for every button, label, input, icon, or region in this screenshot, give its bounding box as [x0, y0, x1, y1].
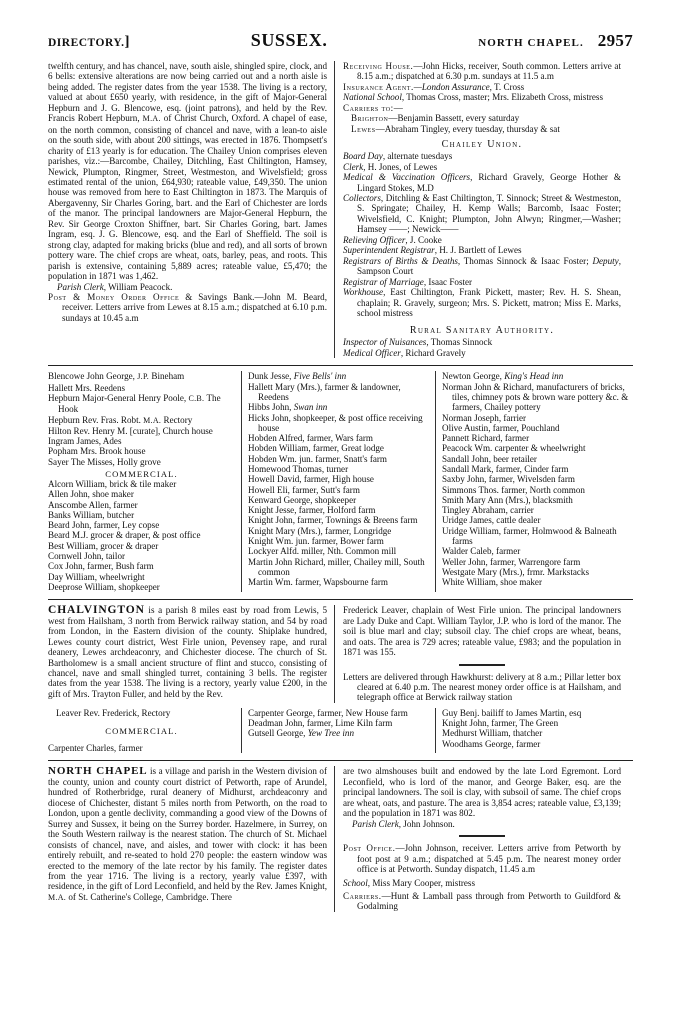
- chalvington-body: [48, 605, 633, 703]
- officer-value: , alternate tuesdays: [382, 151, 453, 162]
- chalvington-directory-lists: [48, 708, 633, 754]
- chailey-desc-part2: of Christ Church, Oxford. A chapel of ease, on the north common, consisting of chancel and nave, with a lean-to aisle on the south side, with about 200 sittings, was erected in 1876. Thompsett's charity of £13 yearly is for education. The Chailey Union comprises eleven parishes, viz.:—Barcombe, Chailey, Ditchling, East Chiltington, Hamsey, Newick, Plumpton, Ringmer, Street, Westmeston, and Wivelsfield; gross estimated rental of the union, £64,930; rateable value, £49,350. The union house was removed from here to East Chiltington in 1873. The Marquis of Abergavenny, Sir Charles Goring, bart. and the Earl of Chichester are lords of the manor. The principal landowners are Major-General Hepburn, the Rev. Sir George Croxton Shiffner, bart. Sir Charles Goring, bart. James Ingram, esq. J. G. Blencowe, esq. and the Earl of Sheffield. The soil is strong clay, adapted for making bricks (blue and red), and all sorts of brown pottery ware. The chief crops are wheat, oats, barley, peas, and roots. This parish is extensive, containing 5,889 acres; rateable value, £5,470; the population in 1871 was 1,462.: [48, 113, 327, 282]
- sanitary-medical-officer: [343, 348, 621, 358]
- chalvington-list-column-1: [48, 708, 241, 754]
- list-item: Knight John, farmer, Townings & Breens farm: [248, 515, 418, 526]
- north-chapel-left-column: [48, 766, 334, 903]
- list-item: Knight Jesse, farmer, Holford farm: [248, 505, 376, 516]
- page-number: 2957: [597, 31, 633, 50]
- list-item: Popham Mrs. Brook house: [48, 446, 146, 457]
- officer-value: , J. Cooke: [405, 234, 442, 245]
- parish-clerk-value: , John Johnson.: [398, 818, 455, 829]
- list-item: Guy Benj. bailiff to James Martin, esq: [442, 707, 582, 718]
- officer-label: Workhouse: [343, 287, 384, 298]
- list-item: Hobden Wm. jun. farmer, Snatt's farm: [248, 453, 387, 464]
- carriers-heading: [343, 103, 621, 113]
- chalvington-description-cont: Frederick Leaver, chaplain of West Firle union. The principal landowners are Lady Duke and Capt. William Taylor, J.P. who is lord of the manor. The soil is blue marl and clay; subsoil clay. The chief crops are wheat, beans, and oats. The area is 729 acres; rateable value, £983; and the population in 1871 was 155.: [343, 605, 621, 658]
- chailey-list-column-2: [242, 371, 435, 587]
- list-item: Hilton Rev. Henry M. [curate], Church house: [48, 425, 213, 436]
- sanitary-inspector: [343, 337, 621, 347]
- list-item: Peacock Wm. carpenter & wheelwright: [442, 443, 586, 454]
- officer-value: , H. J. Bartlett of Lewes: [434, 245, 522, 256]
- list-item: Sayer The Misses, Holly grove: [48, 456, 161, 467]
- list-item: Banks William, butcher: [48, 509, 135, 520]
- list-item: Dunk Jesse, Five Bells' inn: [248, 371, 347, 382]
- list-item: Smith Mary Ann (Mrs.), blacksmith: [442, 494, 573, 505]
- chalvington-place-name: CHALVINGTON: [48, 604, 145, 617]
- officer-value: , Ditchling & East Chiltington, T. Sinnock; Street & Westmeston, S. Springate; Chailey, H. Kemp Walls; Barcomb, Isaac Foster; Wivelsfield, C. Knight; Plumpton, John Alwyn; Ringmer,—Washer; Hamsey ——; Newick——: [357, 192, 621, 235]
- union-officer-medical: [343, 172, 621, 193]
- list-item: Lockyer Alfd. miller, Nth. Common mill: [248, 546, 397, 557]
- officer-value: , Richard Gravely, George Hother & Lingard Stokes, M.D: [357, 172, 621, 193]
- list-item: White William, shoe maker: [442, 577, 542, 588]
- running-head-county: SUSSEX.: [250, 30, 328, 50]
- officer-label: Inspector of Nuisances: [343, 337, 427, 348]
- running-head-left-text: DIRECTORY.: [48, 37, 125, 49]
- section-divider: [48, 365, 633, 366]
- chailey-desc-part1: twelfth century, and has chancel, nave, south aisle, shingled spire, clock, and 6 bells: extensive alterations are now being carried out and a north aisle is being added. The register dates from the year 1538. The living is a rectory, valued at about £650 yearly, with residence, in the gift of Major-General Hepburn and J. G. Blencowe, esq. (joint patrons), and held by the Rev. Francis Robert Hepburn,: [48, 61, 327, 124]
- list-item: Hallett Mary (Mrs.), farmer & landowner, Reedens: [248, 381, 401, 402]
- list-item: Sandall John, beer retailer: [442, 453, 537, 464]
- union-officer-superintendent: [343, 245, 621, 255]
- chailey-list-column-3: [436, 371, 629, 587]
- receiving-house-value: —John Hicks, receiver, South common. Letters arrive at 8.15 a.m.; dispatched at 6.30 p.m. sundays at 11.5 a.m: [357, 61, 621, 82]
- carriers-label: Carriers.: [343, 891, 382, 902]
- minor-divider: [459, 835, 505, 837]
- list-item: Cornwell John, tailor: [48, 551, 126, 562]
- north-chapel-parish-clerk: [343, 819, 621, 829]
- post-office-label: Post Office.: [343, 843, 396, 854]
- deputy-value: , Sampson Court: [357, 255, 621, 277]
- list-item: Best William, grocer & draper: [48, 540, 159, 551]
- list-item: Sandall Mark, farmer, Cinder farm: [442, 464, 569, 474]
- insurance-agent-label: Insurance Agent.: [343, 81, 414, 92]
- national-school: [343, 92, 621, 102]
- list-item: Kenward George, shopkeeper: [248, 494, 357, 505]
- chalvington-left-column: [48, 605, 334, 699]
- chailey-desc-ma: M.A.: [142, 114, 161, 124]
- carrier-place: Lewes: [351, 123, 376, 134]
- list-item: Hobden Alfred, farmer, Wars farm: [248, 433, 373, 444]
- officer-label: Collectors: [343, 192, 381, 203]
- officer-label: Medical & Vaccination Officers: [343, 172, 471, 183]
- list-item: Beard M.J. grocer & draper, & post office: [48, 530, 201, 541]
- officer-label: Relieving Officer: [343, 234, 406, 245]
- chailey-parish-clerk: [48, 282, 327, 292]
- list-item: Hibbs John, Swan inn: [248, 402, 328, 413]
- north-chapel-description: [48, 766, 327, 903]
- list-item: Cox John, farmer, Bush farm: [48, 561, 154, 572]
- national-school-value: , Thomas Cross, master; Mrs. Elizabeth Cross, mistress: [401, 92, 604, 103]
- north-chapel-desc-cont: of St. Catherine's College, Cambridge. There: [66, 891, 232, 902]
- post-office-label: Post & Money Order Office: [48, 291, 180, 302]
- carrier-detail: —Abraham Tingley, every tuesday, thursday & sat: [375, 123, 560, 134]
- list-item: Walder Caleb, farmer: [442, 546, 521, 557]
- running-head-right: [478, 31, 633, 51]
- union-officer-relieving: [343, 235, 621, 245]
- section-divider: [48, 760, 633, 761]
- officer-value: , Thomas Sinnock & Isaac Foster;: [457, 255, 593, 266]
- officer-value: , H. Jones, of Lewes: [363, 161, 438, 172]
- list-item: Gutsell George, Yew Tree inn: [248, 728, 355, 739]
- commercial-subheading: COMMERCIAL.: [105, 469, 178, 479]
- list-item: Alcorn William, brick & tile maker: [48, 479, 177, 489]
- list-item: Leaver Rev. Frederick, Rectory: [56, 707, 171, 718]
- carriers-label: Carriers to:—: [343, 102, 404, 113]
- list-item: Day William, wheelwright: [48, 571, 145, 582]
- list-item: Hicks John, shopkeeper, & post office receiving house: [248, 412, 423, 433]
- union-officer-collectors: [343, 193, 621, 235]
- running-head: [48, 30, 633, 52]
- north-chapel-desc-text: is a village and parish in the Western division of the county, union and county court district of Petworth, rape of Arundel, hundred of Rotherbridge, rural deanery of Midhurst, archdeaconry and diocese of Chichester, distant 5 miles north from Petworth, on the road to London, upon a gentle declivity, commanding a good view of the Downs of Surrey and Sussex, it being on the Surrey border. Hazelmere, in Surrey, on the South Western railway is the nearest station. The church of St. Michael consists of chancel, nave, and aisles, and tower with clock: it has been entirely rebuilt, and re-seated to hold 270 people: the eastern window was erected to the memory of the late rector by his family. The register dates from the year 1716. The living is a rectory, yearly value £397, with residence, in the gift of Lord Leconfield, and held by the Rev. James Knight,: [48, 766, 327, 892]
- school-label: School: [343, 877, 368, 888]
- officer-label: Registrar of Marriage: [343, 276, 424, 287]
- list-item: Westgate Mary (Mrs.), frmr. Markstacks: [442, 566, 589, 577]
- list-item: Deeprose William, shopkeeper: [48, 581, 160, 592]
- list-item: Ingram James, Ades: [48, 436, 122, 447]
- chailey-list-column-1: [48, 371, 241, 592]
- post-office-value: —John Johnson, receiver. Letters arrive from Petworth by foot post at 9 a.m.; dispatched at 5.45 p.m. The nearest money order office is at Petworth. Sunday dispatch, 11.45 a.m: [357, 843, 621, 875]
- chailey-directory-lists: [48, 371, 633, 592]
- deputy-label: Deputy: [592, 255, 619, 266]
- chalvington-description: [48, 605, 327, 699]
- officer-value: , Isaac Foster: [423, 276, 473, 287]
- north-chapel-place-name: NORTH CHAPEL: [48, 765, 148, 778]
- list-item: Hobden William, farmer, Great lodge: [248, 443, 384, 454]
- chailey-right-column: [335, 61, 621, 358]
- list-item: Saxby John, farmer, Wivelsden farm: [442, 474, 575, 485]
- union-officer-registrars: [343, 256, 621, 277]
- list-item: Anscombe Allen, farmer: [48, 499, 138, 510]
- carrier-place: Brighton: [351, 113, 389, 124]
- officer-value: , Richard Gravely: [400, 347, 466, 358]
- list-item: Howell David, farmer, High house: [248, 474, 374, 485]
- chalvington-list-column-2: [242, 708, 435, 739]
- officer-label: Registrars of Births & Deaths: [343, 255, 458, 266]
- list-item: Weller John, farmer, Warrengore farm: [442, 556, 581, 567]
- north-chapel-post-office: [343, 843, 621, 874]
- list-item: Knight John, farmer, The Green: [442, 718, 559, 729]
- list-item: Simmons Thos. farmer, North common: [442, 484, 585, 495]
- parish-clerk-value: , William Peacock.: [103, 281, 173, 292]
- officer-label: Superintendent Registrar: [343, 245, 435, 256]
- list-item: Hepburn Rev. Fras. Robt. M.A. Rectory: [48, 414, 193, 425]
- officer-label: Board Day: [343, 151, 383, 162]
- receiving-house-label: Receiving House.: [343, 61, 414, 71]
- officer-label: Clerk: [343, 161, 364, 172]
- list-item: Hallett Mrs. Reedens: [48, 382, 126, 393]
- carrier-lewes: [343, 124, 621, 134]
- list-item: Newton George, King's Head inn: [442, 371, 564, 382]
- carrier-detail: —Benjamin Bassett, every saturday: [388, 113, 520, 124]
- list-item: Homewood Thomas, turner: [248, 464, 349, 474]
- chalvington-post-note: Letters are delivered through Hawkhurst: delivery at 8 a.m.; Pillar letter box cleared at 6.40 p.m. The nearest money order office is at Hailsham, and telegraph office at Berwick railway station: [343, 671, 621, 703]
- north-chapel-school: [343, 878, 621, 888]
- list-item: Allen John, shoe maker: [48, 489, 134, 500]
- list-item: Pannett Richard, farmer: [442, 433, 530, 444]
- officer-label: Medical Officer: [343, 347, 401, 358]
- list-item: Knight Mary (Mrs.), farmer, Longridge: [248, 525, 392, 536]
- officer-value: , East Chiltington, Frank Pickett, master; Rev. H. S. Shean, chaplain; R. Gravely, surgeon; Mrs. S. Pickett, matron; Miss E. Marks, school mistress: [357, 287, 621, 318]
- list-item: Olive Austin, farmer, Pouchland: [442, 422, 560, 433]
- chailey-left-column: [48, 61, 334, 323]
- list-item: Hepburn Major-General Henry Poole, C.B. The Hook: [48, 392, 221, 415]
- commercial-subheading: COMMERCIAL.: [105, 726, 178, 737]
- chailey-body: [48, 61, 633, 358]
- union-workhouse: [343, 287, 621, 318]
- parish-clerk-label: Parish Clerk: [352, 818, 399, 829]
- receiving-house: [343, 61, 621, 82]
- officer-value: , Thomas Sinnock: [426, 337, 493, 348]
- list-item: Deadman John, farmer, Lime Kiln farm: [248, 718, 393, 729]
- list-item: Norman Joseph, farrier: [442, 412, 527, 423]
- parish-clerk-label: Parish Clerk: [57, 281, 104, 292]
- section-divider: [48, 599, 633, 600]
- list-item: Martin Wm. farmer, Wapsbourne farm: [248, 577, 388, 588]
- north-chapel-right-column: [335, 766, 621, 911]
- chailey-post-office: [48, 292, 327, 323]
- carriers-value: —Hunt & Lamball pass through from Petworth to Guildford & Godalming: [357, 891, 621, 912]
- national-school-label: National School: [343, 92, 402, 103]
- list-item: Medhurst William, thatcher: [442, 728, 543, 739]
- list-item: Tingley Abraham, carrier: [442, 505, 534, 516]
- list-item: Uridge James, cattle dealer: [442, 515, 541, 526]
- list-item: Howell Eli, farmer, Sutt's farm: [248, 484, 360, 495]
- list-item: Beard John, farmer, Ley copse: [48, 520, 160, 531]
- list-item: Norman John & Richard, manufacturers of bricks, tiles, chimney pots & brown ware pottery &c. & farmers, Chailey pottery: [442, 381, 629, 413]
- running-head-bracket: ]: [124, 34, 130, 50]
- north-chapel-description-cont: are two almshouses built and endowed by the late Lord Egremont. Lord Leconfield, who is lord of the manor, and George Baker, esq. are the principal landowners. The soil is clay, with subsoil of same. The chief crops are wheat, oats, and pasture. The area is 3,854 acres; rateable value, £3,139; and the population in 1871 was 802.: [343, 766, 621, 819]
- list-item: Knight Wm. jun. farmer, Bower farm: [248, 536, 384, 547]
- insurance-agent: [343, 82, 621, 92]
- list-item: Martin John Richard, miller, Chailey mill, South common: [248, 556, 425, 577]
- chalvington-right-column: [335, 605, 621, 703]
- rural-sanitary-heading: Rural Sanitary Authority.: [409, 325, 555, 337]
- union-officer-registrar-marriage: [343, 277, 621, 287]
- list-item: Woodhams George, farmer: [442, 738, 541, 749]
- list-item: Blencowe John George, J.P. Bineham: [48, 371, 185, 382]
- chailey-description-para: [48, 61, 327, 282]
- carrier-brighton: [343, 113, 621, 123]
- minor-divider: [459, 664, 505, 666]
- list-item: Carpenter George, farmer, New House farm: [248, 707, 408, 718]
- running-head-place: NORTH CHAPEL.: [478, 37, 584, 49]
- union-officer-board-day: [343, 151, 621, 161]
- insurance-agent-value: , T. Cross: [489, 81, 525, 92]
- north-chapel-ma: M.A.: [48, 892, 67, 902]
- post-office-value: & Savings Bank.—John M. Beard, receiver. Letters arrive from Lewes at 8.15 a.m.; dispatched at 6.10 p.m. sundays at 10.45 a.m: [62, 291, 327, 323]
- list-item: Uridge William, farmer, Holmwood & Balneath farms: [442, 525, 617, 547]
- union-officer-clerk: [343, 162, 621, 172]
- directory-page: [48, 30, 633, 912]
- list-item: Carpenter Charles, farmer: [48, 743, 143, 754]
- insurance-company: —London Assurance: [413, 81, 490, 92]
- chailey-union-heading: Chailey Union.: [441, 139, 523, 151]
- north-chapel-body: [48, 766, 633, 911]
- school-value: , Miss Mary Cooper, mistress: [367, 877, 476, 888]
- north-chapel-carriers: [343, 891, 621, 912]
- chalvington-list-column-3: [436, 708, 629, 749]
- chalvington-desc-text: is a parish 8 miles east by road from Lewis, 5 west from Hailsham, 3 north from Berwick railway station, and 54 by road from London, in the Eastern division of the county. Shiplake hundred, Lewes county court district, West Firle union, Pevensey rape, and rural deanery, Lewes archdeaconry, and Chichester diocese. The church of St. Bartholomew is a small ancient structure of flint and stucco, consisting of chancel, nave and small shingled turret, containing 3 bells. The register dates from the year 1538. The living is a rectory, yearly value £200, in the gift of Mrs. Trayton Fuller, and held by the Rev.: [48, 605, 327, 699]
